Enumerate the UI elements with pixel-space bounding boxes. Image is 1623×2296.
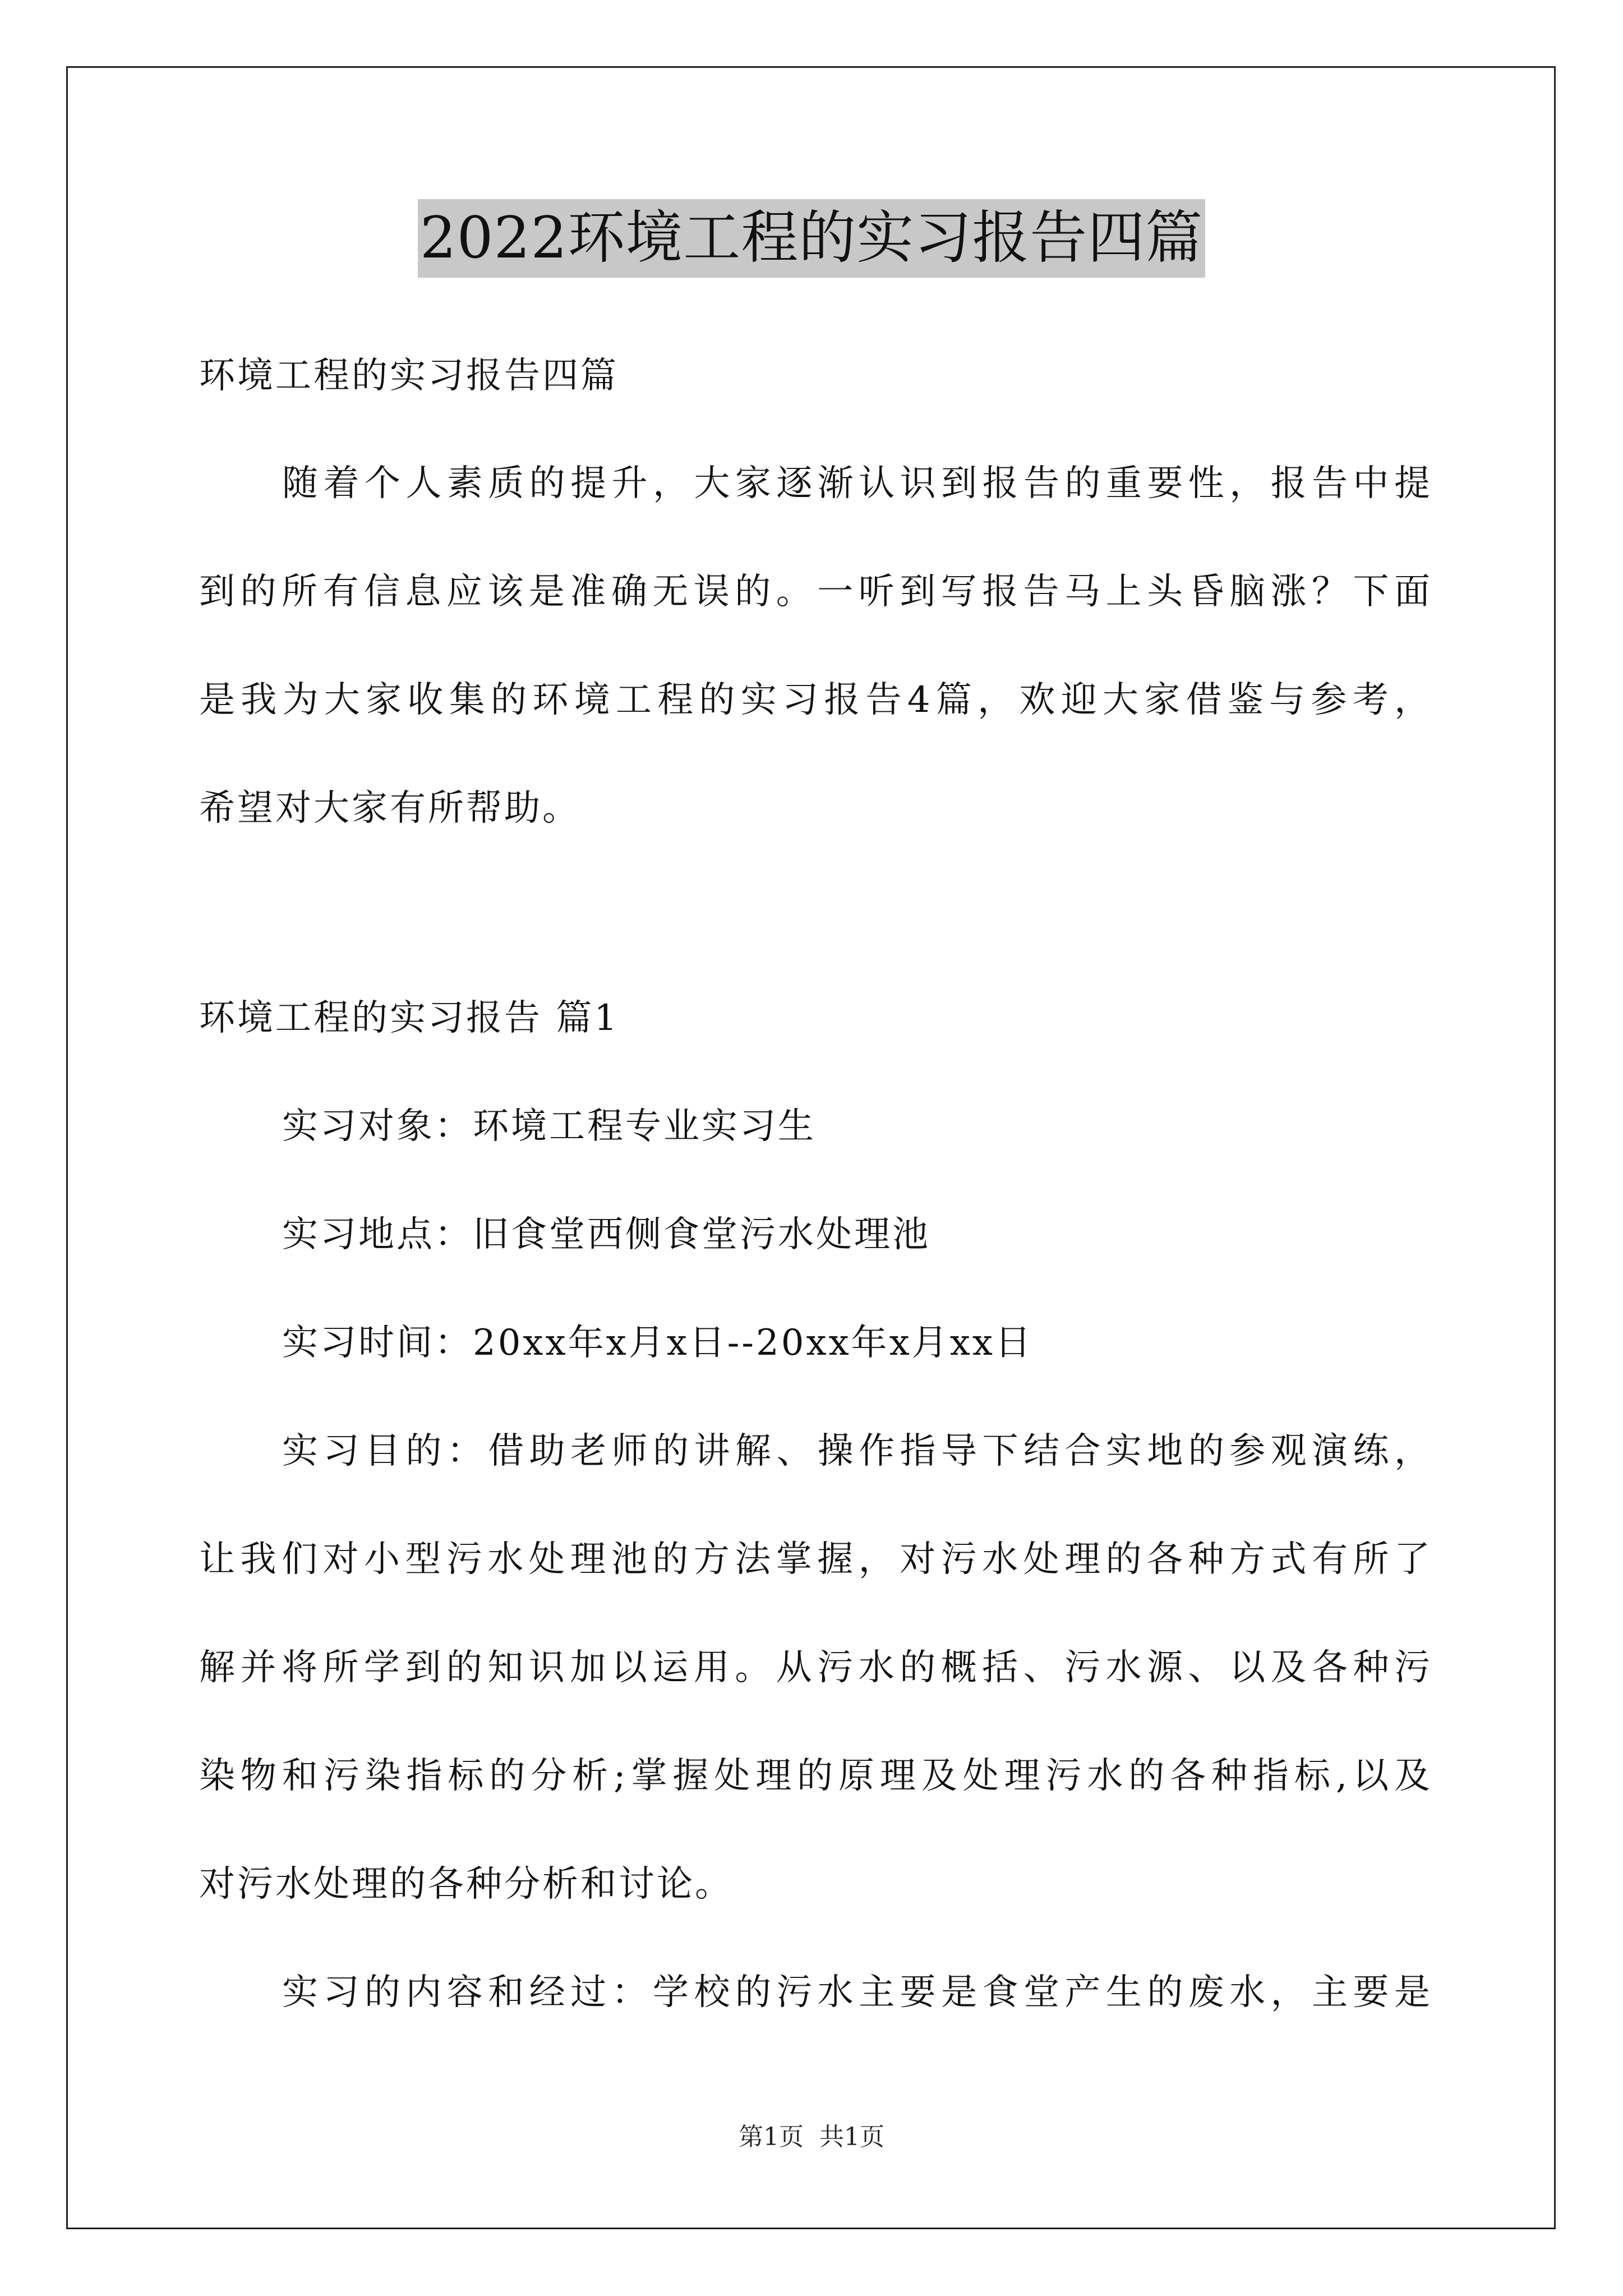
section-line-1: 实习对象：环境工程专业实习生 xyxy=(282,1106,816,1147)
section-line-6: 解并将所学到的知识加以运用。从污水的概括、污水源、以及各种污 xyxy=(199,1647,1430,1688)
section-line-7: 染物和污染指标的分析;掌握处理的原理及处理污水的各种指标,以及 xyxy=(199,1755,1430,1797)
page-number: 第1页 xyxy=(739,2123,804,2151)
intro-line-2: 到的所有信息应该是准确无误的。一听到写报告马上头昏脑涨？下面 xyxy=(199,571,1430,613)
title-block xyxy=(0,199,1623,278)
section-line-5: 让我们对小型污水处理池的方法掌握，对污水处理的各种方式有所了 xyxy=(199,1539,1430,1580)
intro-line-1: 随着个人素质的提升，大家逐渐认识到报告的重要性，报告中提 xyxy=(282,463,1430,504)
section-line-4: 实习目的：借助老师的讲解、操作指导下结合实地的参观演练， xyxy=(282,1430,1430,1472)
intro-line-4: 希望对大家有所帮助。 xyxy=(199,788,580,829)
section-line-8: 对污水处理的各种分析和讨论。 xyxy=(199,1864,733,1905)
document-title: 2022环境工程的实习报告四篇 xyxy=(418,199,1206,278)
section-line-2: 实习地点：旧食堂西侧食堂污水处理池 xyxy=(282,1214,930,1255)
page-total: 共1页 xyxy=(819,2123,884,2151)
document-subtitle: 环境工程的实习报告四篇 xyxy=(199,355,619,397)
section-line-9: 实习的内容和经过：学校的污水主要是食堂产生的废水，主要是 xyxy=(282,1972,1430,2013)
section-heading: 环境工程的实习报告 篇1 xyxy=(199,997,620,1039)
page-footer xyxy=(0,2122,1623,2153)
section-line-3: 实习时间：20xx年x月x日--20xx年x月xx日 xyxy=(282,1322,1033,1364)
intro-line-3: 是我为大家收集的环境工程的实习报告4篇，欢迎大家借鉴与参考， xyxy=(199,679,1430,721)
